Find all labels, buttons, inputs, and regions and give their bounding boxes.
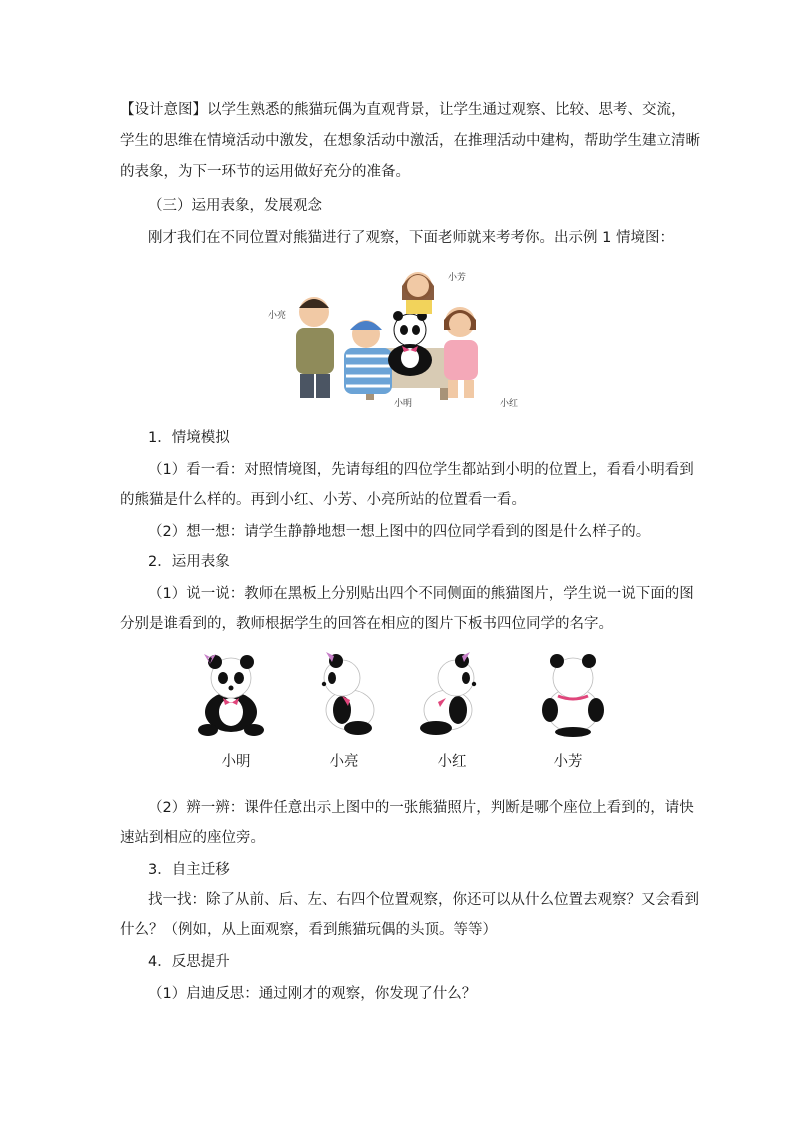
caption-xiaoliang: 小亮	[329, 754, 359, 770]
panda-side-view-left	[302, 648, 392, 738]
label-xiaoming: 小明	[394, 399, 413, 409]
step-3-title: 3．自主迁移	[148, 862, 230, 878]
panda-back-view	[528, 648, 618, 738]
para-design-intent-2: 学生的思维在情境活动中激发，在想象活动中激活，在推理活动中建构，帮助学生建立清晰	[120, 133, 700, 149]
step-3a-line-2: 什么？（例如，从上面观察，看到熊猫玩偶的头顶。等等）	[120, 922, 497, 938]
step-3a-line-1: 找一找：除了从前、后、左、右四个位置观察，你还可以从什么位置去观察？又会看到	[148, 892, 699, 908]
step-1b: （2）想一想：请学生静静地想一想上图中的四位同学看到的图是什么样子的。	[148, 524, 651, 540]
step-1a-line-1: （1）看一看：对照情境图，先请每组的四位学生都站到小明的位置上，看看小明看到	[148, 462, 694, 478]
step-1a-line-2: 的熊猫是什么样的。再到小红、小芳、小亮所站的位置看一看。	[120, 492, 526, 508]
label-xiaofang: 小芳	[448, 273, 467, 283]
label-xiaohong: 小红	[500, 399, 519, 409]
caption-xiaofang: 小芳	[553, 754, 583, 770]
step-1-title: 1．情境模拟	[148, 430, 230, 446]
caption-xiaoming: 小明	[221, 754, 251, 770]
label-xiaoliang: 小亮	[268, 311, 287, 321]
step-4a: （1）启迪反思：通过刚才的观察，你发现了什么？	[148, 986, 477, 1002]
panda-views	[0, 648, 794, 738]
step-2a-line-1: （1）说一说：教师在黑板上分别贴出四个不同侧面的熊猫图片，学生说一说下面的图	[148, 586, 694, 602]
section-heading-3: （三）运用表象，发展观念	[148, 198, 322, 214]
panda-side-view-right	[406, 648, 496, 738]
caption-xiaohong: 小红	[437, 754, 467, 770]
panda-front-view	[186, 648, 276, 738]
step-2b-line-2: 速站到相应的座位旁。	[120, 830, 265, 846]
scene-illustration	[262, 256, 530, 412]
para-design-intent-3: 的表象，为下一环节的运用做好充分的准备。	[120, 164, 410, 180]
step-2a-line-2: 分别是谁看到的，教师根据学生的回答在相应的图片下板书四位同学的名字。	[120, 616, 613, 632]
para-design-intent-1: 【设计意图】以学生熟悉的熊猫玩偶为直观背景，让学生通过观察、比较、思考、交流，	[120, 102, 686, 118]
step-2b-line-1: （2）辨一辨：课件任意出示上图中的一张熊猫照片，判断是哪个座位上看到的，请快	[148, 800, 694, 816]
step-2-title: 2．运用表象	[148, 554, 230, 570]
step-4-title: 4．反思提升	[148, 954, 230, 970]
para-intro: 刚才我们在不同位置对熊猫进行了观察，下面老师就来考考你。出示例 1 情境图：	[148, 230, 674, 246]
